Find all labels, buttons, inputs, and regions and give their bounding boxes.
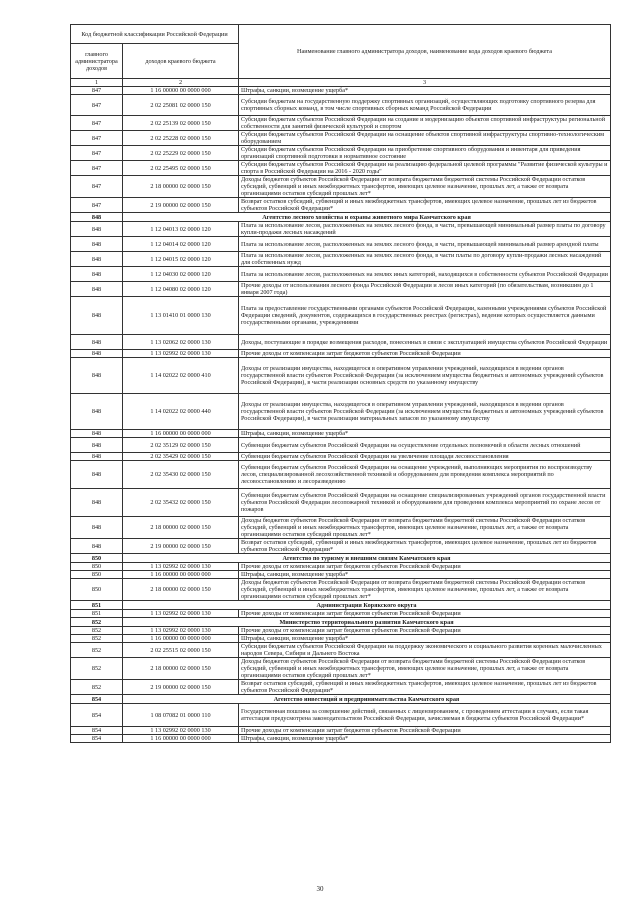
revenue-codes-table	[70, 24, 611, 743]
revenue-description-cell: Субвенции бюджетам субъектов Российской Федерации на оснащение специализированных учреждений органов государственной власти субъектов Российской Федерации лесопожарной техникой и оборудованием для проведения комплекса мероприятий по охране лесов от пожаров	[239, 489, 611, 517]
administrator-name: Агентство инвестиций и предпринимательства Камчатского края	[123, 695, 611, 704]
revenue-description-cell: Субсидии бюджетам субъектов Российской Федерации на создание и модернизацию объектов спортивной инфраструктуры региональной собственности для занятий физической культурой и спортом	[239, 116, 611, 131]
revenue-code-cell: 1 13 02992 02 0000 130	[123, 563, 239, 571]
revenue-description-cell: Возврат остатков субсидий, субвенций и иных межбюджетных трансфертов, имеющих целевое назначение, прошлых лет из бюджетов субъектов Российской Федерации*	[239, 680, 611, 695]
revenue-code-cell: 2 02 35429 02 0000 150	[123, 453, 239, 461]
revenue-description-cell: Доходы бюджетов субъектов Российской Федерации от возврата бюджетами бюджетной системы Российской Федерации остатков субсидий, субвенций и иных межбюджетных трансфертов, имеющих целевое назначение, прошлых лет, а также от возврата организациями остатков субсидий прошлых лет*	[239, 517, 611, 539]
revenue-code-cell: 1 12 04015 02 0000 120	[123, 252, 239, 267]
administrator-name: Агентство по туризму и внешним связям Камчатского края	[123, 554, 611, 563]
revenue-description-cell: Прочие доходы от компенсации затрат бюджетов субъектов Российской Федерации	[239, 727, 611, 735]
table-row	[71, 627, 611, 635]
administrator-name: Администрация Корякского округа	[123, 601, 611, 610]
table-row	[71, 335, 611, 350]
table-row	[71, 116, 611, 131]
table-row	[71, 282, 611, 297]
table-row	[71, 222, 611, 237]
admin-code-cell: 847	[71, 95, 123, 116]
admin-code-cell: 847	[71, 161, 123, 176]
revenue-code-cell: 2 19 00000 02 0000 150	[123, 198, 239, 213]
revenue-description-cell: Возврат остатков субсидий, субвенций и иных межбюджетных трансфертов, имеющих целевое назначение, прошлых лет из бюджетов субъектов Российской Федерации*	[239, 198, 611, 213]
revenue-code-cell: 2 19 00000 02 0000 150	[123, 539, 239, 554]
revenue-code-cell: 1 13 01410 01 0000 130	[123, 297, 239, 335]
table-row	[71, 430, 611, 438]
revenue-description-cell: Доходы от реализации имущества, находящегося в оперативном управлении учреждений, находящихся в ведении органов государственной власти субъектов Российской Федерации (за исключением имущества бюджетных и автономных учреждений субъектов Российской Федерации), в части реализации основных средств по указанному имуществу	[239, 358, 611, 394]
admin-code-cell: 852	[71, 635, 123, 643]
admin-code-cell: 847	[71, 131, 123, 146]
admin-code-cell: 848	[71, 237, 123, 252]
revenue-code-cell: 1 13 02992 02 0000 130	[123, 350, 239, 358]
document-page	[70, 24, 610, 743]
revenue-description-cell: Штрафы, санкции, возмещение ущерба*	[239, 635, 611, 643]
admin-code-cell: 847	[71, 116, 123, 131]
table-row	[71, 735, 611, 743]
admin-code-cell: 847	[71, 146, 123, 161]
revenue-code-cell: 2 02 25081 02 0000 150	[123, 95, 239, 116]
revenue-code-cell: 1 16 00000 00 0000 000	[123, 430, 239, 438]
table-row	[71, 358, 611, 394]
revenue-description-cell: Штрафы, санкции, возмещение ущерба*	[239, 87, 611, 95]
table-row	[71, 95, 611, 116]
revenue-code-cell: 2 02 25495 02 0000 150	[123, 161, 239, 176]
admin-code-cell: 848	[71, 252, 123, 267]
table-row	[71, 252, 611, 267]
table-row	[71, 643, 611, 658]
admin-code-cell: 848	[71, 438, 123, 453]
administrator-name: Министерство территориального развития Камчатского края	[123, 618, 611, 627]
header-num-3: 3	[239, 79, 611, 87]
admin-code-cell: 848	[71, 517, 123, 539]
table-row	[71, 704, 611, 727]
table-row	[71, 350, 611, 358]
admin-code-cell: 850	[71, 579, 123, 601]
admin-code-cell: 851	[71, 610, 123, 618]
revenue-code-cell: 1 13 02992 02 0000 130	[123, 627, 239, 635]
revenue-code-cell: 1 14 02022 02 0000 440	[123, 394, 239, 430]
revenue-code-cell: 1 13 02992 02 0000 130	[123, 727, 239, 735]
revenue-description-cell: Плата за использование лесов, расположенных на землях лесного фонда, в части платы по договору купли-продажи лесных насаждений для собственных нужд	[239, 252, 611, 267]
table-row	[71, 176, 611, 198]
admin-code-cell: 852	[71, 643, 123, 658]
revenue-description-cell: Прочие доходы от компенсации затрат бюджетов субъектов Российской Федерации	[239, 350, 611, 358]
table-row	[71, 680, 611, 695]
revenue-description-cell: Прочие доходы от компенсации затрат бюджетов субъектов Российской Федерации	[239, 563, 611, 571]
administrator-heading-row	[71, 695, 611, 704]
revenue-code-cell: 1 13 02062 02 0000 130	[123, 335, 239, 350]
admin-code-cell: 848	[71, 489, 123, 517]
revenue-description-cell: Субсидии бюджетам субъектов Российской Федерации на реализацию федеральной целевой программы "Развитие физической культуры и спорта в Российской Федерации на 2016 - 2020 годы"	[239, 161, 611, 176]
table-row	[71, 563, 611, 571]
revenue-code-cell: 2 18 00000 02 0000 150	[123, 579, 239, 601]
revenue-description-cell: Субсидии бюджетам субъектов Российской Федерации на приобретение спортивного оборудования и инвентаря для приведения организаций спортивной подготовки в нормативное состояние	[239, 146, 611, 161]
table-row	[71, 267, 611, 282]
revenue-description-cell: Плата за предоставление государственными органами субъектов Российской Федерации, казенными учреждениями субъектов Российской Федерации сведений, документов, содержащихся в государственных реестрах (регистрах), ведение которых осуществляется данными государственными органами, учреждениями	[239, 297, 611, 335]
page-number: 30	[316, 885, 324, 893]
revenue-description-cell: Субсидии бюджетам субъектов Российской Федерации на поддержку экономического и социального развития коренных малочисленных народов Севера, Сибири и Дальнего Востока	[239, 643, 611, 658]
table-row	[71, 394, 611, 430]
revenue-description-cell: Доходы от реализации имущества, находящегося в оперативном управлении учреждений, находящихся в ведении органов государственной власти субъектов Российской Федерации (за исключением имущества бюджетных и автономных учреждений субъектов Российской Федерации), в части реализации материальных запасов по указанному имуществу	[239, 394, 611, 430]
revenue-code-cell: 1 12 04080 02 0000 120	[123, 282, 239, 297]
revenue-code-cell: 2 02 25139 02 0000 150	[123, 116, 239, 131]
revenue-description-cell: Возврат остатков субсидий, субвенций и иных межбюджетных трансфертов, имеющих целевое назначение, прошлых лет из бюджетов субъектов Российской Федерации*	[239, 539, 611, 554]
revenue-description-cell: Штрафы, санкции, возмещение ущерба*	[239, 571, 611, 579]
administrator-heading-row	[71, 601, 611, 610]
revenue-code-cell: 2 02 35430 02 0000 150	[123, 461, 239, 489]
admin-code-cell: 848	[71, 335, 123, 350]
admin-code-cell: 854	[71, 735, 123, 743]
administrator-name: Агентство лесного хозяйства и охраны животного мира Камчатского края	[123, 213, 611, 222]
header-num-2: 2	[123, 79, 239, 87]
table-row	[71, 635, 611, 643]
revenue-description-cell: Прочие доходы от компенсации затрат бюджетов субъектов Российской Федерации	[239, 610, 611, 618]
revenue-code-cell: 2 19 00000 02 0000 150	[123, 680, 239, 695]
admin-code-cell: 848	[71, 297, 123, 335]
admin-code-cell: 854	[71, 704, 123, 727]
admin-code-cell: 848	[71, 430, 123, 438]
revenue-code-cell: 1 16 00000 00 0000 000	[123, 735, 239, 743]
table-row	[71, 517, 611, 539]
revenue-description-cell: Государственная пошлина за совершение действий, связанных с лицензированием, с проведением аттестации в случаях, если такая аттестация предусмотрена законодательством Российской Федерации, зачисляемая в бюджеты субъектов Российской Федерации*	[239, 704, 611, 727]
revenue-code-cell: 1 12 04013 02 0000 120	[123, 222, 239, 237]
table-body	[71, 87, 611, 743]
revenue-code-cell: 2 18 00000 02 0000 150	[123, 517, 239, 539]
revenue-description-cell: Прочие доходы от использования лесного фонда Российской Федерации и лесов иных категорий (по обязательствам, возникшим до 1 января 2007 года)	[239, 282, 611, 297]
admin-code-cell: 850	[71, 554, 123, 563]
table-row	[71, 453, 611, 461]
table-row	[71, 461, 611, 489]
revenue-description-cell: Штрафы, санкции, возмещение ущерба*	[239, 430, 611, 438]
admin-code-cell: 848	[71, 350, 123, 358]
revenue-code-cell: 2 02 35432 02 0000 150	[123, 489, 239, 517]
admin-code-cell: 854	[71, 727, 123, 735]
revenue-description-cell: Плата за использование лесов, расположенных на землях лесного фонда, в части, превышающей минимальный размер платы по договору купли-продажи лесных насаждений	[239, 222, 611, 237]
admin-code-cell: 852	[71, 627, 123, 635]
table-row	[71, 610, 611, 618]
revenue-code-cell: 1 14 02022 02 0000 410	[123, 358, 239, 394]
table-row	[71, 198, 611, 213]
revenue-code-cell: 1 16 00000 00 0000 000	[123, 635, 239, 643]
admin-code-cell: 848	[71, 267, 123, 282]
revenue-description-cell: Субвенции бюджетам субъектов Российской Федерации на осуществление отдельных полномочий в области лесных отношений	[239, 438, 611, 453]
table-row	[71, 237, 611, 252]
table-row	[71, 87, 611, 95]
administrator-heading-row	[71, 554, 611, 563]
table-row	[71, 489, 611, 517]
revenue-code-cell: 2 02 25515 02 0000 150	[123, 643, 239, 658]
revenue-description-cell: Субсидии бюджетам на государственную поддержку спортивных организаций, осуществляющих подготовку спортивного резерва для спортивных сборных команд, в том числе спортивных сборных команд Российской Федерации	[239, 95, 611, 116]
revenue-description-cell: Доходы бюджетов субъектов Российской Федерации от возврата бюджетами бюджетной системы Российской Федерации остатков субсидий, субвенций и иных межбюджетных трансфертов, имеющих целевое назначение, прошлых лет, а также от возврата организациями остатков субсидий прошлых лет*	[239, 176, 611, 198]
revenue-description-cell: Субсидии бюджетам субъектов Российской Федерации на оснащение объектов спортивной инфраструктуры спортивно-технологическим оборудованием	[239, 131, 611, 146]
table-row	[71, 297, 611, 335]
admin-code-cell: 847	[71, 87, 123, 95]
admin-code-cell: 851	[71, 601, 123, 610]
table-row	[71, 146, 611, 161]
revenue-description-cell: Плата за использование лесов, расположенных на землях иных категорий, находящихся в собственности субъектов Российской Федерации	[239, 267, 611, 282]
administrator-heading-row	[71, 618, 611, 627]
revenue-description-cell: Штрафы, санкции, возмещение ущерба*	[239, 735, 611, 743]
administrator-heading-row	[71, 213, 611, 222]
header-num-1: 1	[71, 79, 123, 87]
revenue-description-cell: Доходы бюджетов субъектов Российской Федерации от возврата бюджетами бюджетной системы Российской Федерации остатков субсидий, субвенций и иных межбюджетных трансфертов, имеющих целевое назначение, прошлых лет, а также от возврата организациями остатков субсидий прошлых лет*	[239, 658, 611, 680]
admin-code-cell: 848	[71, 222, 123, 237]
table-row	[71, 658, 611, 680]
revenue-code-cell: 1 12 04014 02 0000 120	[123, 237, 239, 252]
admin-code-cell: 848	[71, 394, 123, 430]
admin-code-cell: 852	[71, 658, 123, 680]
header-col-revenue-code: доходов краевого бюджета	[123, 44, 239, 79]
revenue-description-cell: Субвенции бюджетам субъектов Российской Федерации на увеличение площади лесовосстановления	[239, 453, 611, 461]
table-row	[71, 727, 611, 735]
revenue-code-cell: 1 08 07082 01 0000 110	[123, 704, 239, 727]
revenue-description-cell: Плата за использование лесов, расположенных на землях лесного фонда, в части, превышающей минимальный размер арендной платы	[239, 237, 611, 252]
revenue-code-cell: 1 12 04030 02 0000 120	[123, 267, 239, 282]
table-row	[71, 438, 611, 453]
admin-code-cell: 848	[71, 461, 123, 489]
revenue-code-cell: 1 16 00000 00 0000 000	[123, 571, 239, 579]
table-header	[71, 25, 611, 87]
header-col-administrator: главного администратора доходов	[71, 44, 123, 79]
revenue-description-cell: Прочие доходы от компенсации затрат бюджетов субъектов Российской Федерации	[239, 627, 611, 635]
admin-code-cell: 848	[71, 539, 123, 554]
table-row	[71, 539, 611, 554]
revenue-code-cell: 1 13 02992 02 0000 130	[123, 610, 239, 618]
admin-code-cell: 850	[71, 571, 123, 579]
table-row	[71, 579, 611, 601]
revenue-code-cell: 2 02 35129 02 0000 150	[123, 438, 239, 453]
admin-code-cell: 854	[71, 695, 123, 704]
admin-code-cell: 848	[71, 453, 123, 461]
revenue-code-cell: 2 02 25229 02 0000 150	[123, 146, 239, 161]
admin-code-cell: 847	[71, 198, 123, 213]
table-row	[71, 131, 611, 146]
revenue-code-cell: 2 18 00000 02 0000 150	[123, 658, 239, 680]
admin-code-cell: 850	[71, 563, 123, 571]
revenue-description-cell: Доходы бюджетов субъектов Российской Федерации от возврата бюджетами бюджетной системы Российской Федерации остатков субсидий, субвенций и иных межбюджетных трансфертов, имеющих целевое назначение, прошлых лет, а также от возврата организациями остатков субсидий прошлых лет*	[239, 579, 611, 601]
admin-code-cell: 848	[71, 213, 123, 222]
header-group-budget-classification: Код бюджетной классификации Российской Федерации	[71, 25, 239, 44]
table-row	[71, 571, 611, 579]
revenue-code-cell: 2 18 00000 02 0000 150	[123, 176, 239, 198]
admin-code-cell: 848	[71, 282, 123, 297]
revenue-code-cell: 1 16 00000 00 0000 000	[123, 87, 239, 95]
revenue-description-cell: Субвенции бюджетам субъектов Российской Федерации на оснащение учреждений, выполняющих мероприятия по воспроизводству лесов, специализированной лесохозяйственной техникой и оборудованием для проведения комплекса мероприятий по лесовосстановлению и лесоразведению	[239, 461, 611, 489]
header-col-name: Наименование главного администратора доходов, наименование кода доходов краевого бюджета	[239, 25, 611, 79]
table-row	[71, 161, 611, 176]
admin-code-cell: 848	[71, 358, 123, 394]
revenue-description-cell: Доходы, поступающие в порядке возмещения расходов, понесенных в связи с эксплуатацией имущества субъектов Российской Федерации	[239, 335, 611, 350]
revenue-code-cell: 2 02 25228 02 0000 150	[123, 131, 239, 146]
admin-code-cell: 852	[71, 680, 123, 695]
admin-code-cell: 852	[71, 618, 123, 627]
admin-code-cell: 847	[71, 176, 123, 198]
